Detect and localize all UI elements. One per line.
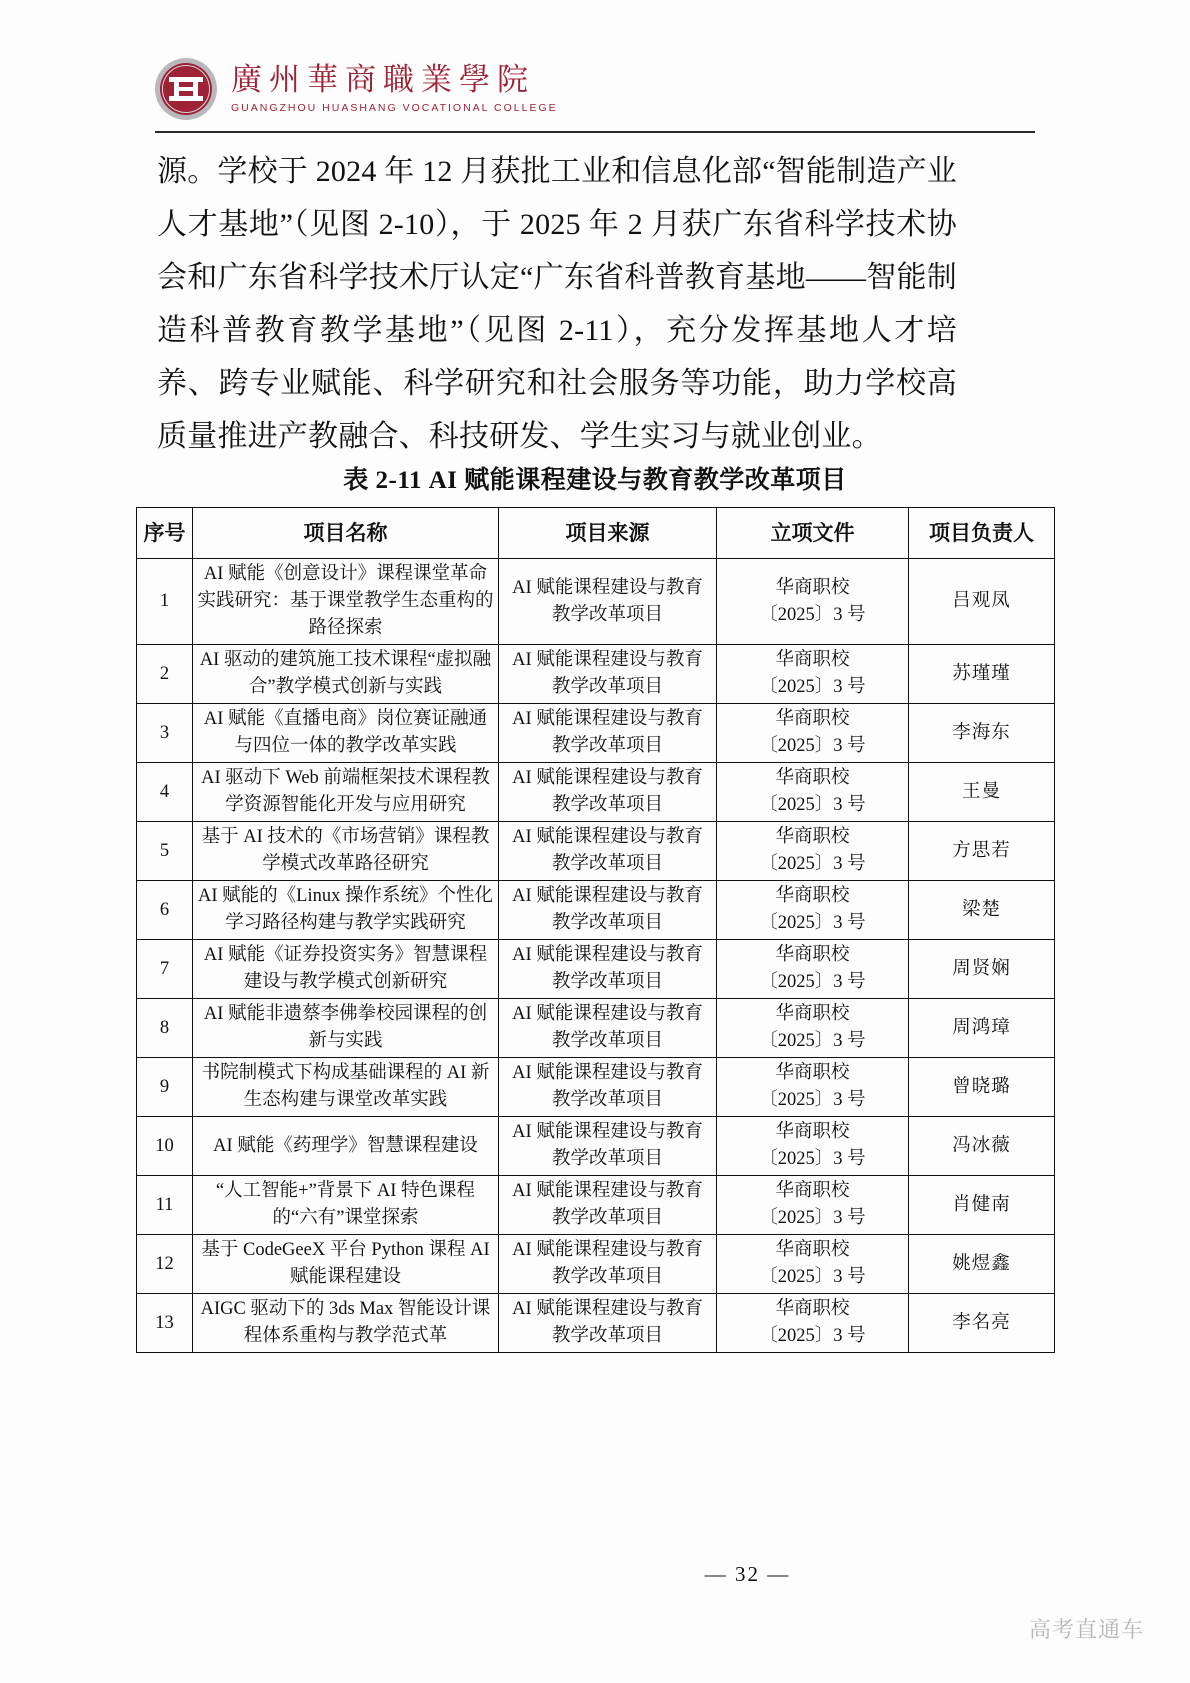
approval-doc-line2: 〔2025〕3 号	[759, 604, 866, 625]
cell-index: 10	[137, 1117, 193, 1176]
cell-approval-document	[717, 1117, 909, 1176]
approval-doc-line2: 〔2025〕3 号	[759, 677, 866, 697]
cell-project-name: AIGC 驱动下的 3ds Max 智能设计课程体系重构与教学范式革	[193, 1294, 499, 1353]
page-header	[155, 58, 1035, 136]
watermark: 高考直通车	[1028, 1617, 1144, 1642]
cell-approval-document	[717, 881, 909, 940]
approval-doc-line1: 华商职校	[775, 1181, 850, 1201]
cell-approval-document	[717, 940, 909, 999]
page-number-wrap	[0, 1562, 1190, 1587]
cell-approval-document	[717, 559, 909, 645]
cell-project-owner: 姚煜鑫	[909, 1235, 1055, 1294]
approval-doc-line1: 华商职校	[775, 945, 850, 965]
cell-project-name: 基于 AI 技术的《市场营销》课程教学模式改革路径研究	[193, 822, 499, 881]
page-number: — 32 —	[704, 1562, 791, 1586]
cell-project-name: 基于 CodeGeeX 平台 Python 课程 AI 赋能课程建设	[193, 1235, 499, 1294]
cell-project-name: AI 驱动的建筑施工技术课程“虚拟融合”教学模式创新与实践	[193, 645, 499, 704]
table-body	[137, 559, 1055, 1353]
cell-project-owner: 冯冰薇	[909, 1117, 1055, 1176]
approval-doc-line1: 华商职校	[775, 1004, 850, 1024]
header-divider	[155, 131, 1035, 133]
approval-doc-line1: 华商职校	[775, 650, 850, 670]
cell-project-name: AI 赋能《创意设计》课程课堂革命实践研究：基于课堂教学生态重构的路径探索	[193, 559, 499, 645]
cell-project-source: AI 赋能课程建设与教育教学改革项目	[499, 704, 717, 763]
approval-doc-line2: 〔2025〕3 号	[759, 1267, 866, 1287]
table-row	[137, 763, 1055, 822]
cell-index: 2	[137, 645, 193, 704]
cell-project-source: AI 赋能课程建设与教育教学改革项目	[499, 1117, 717, 1176]
table-row	[137, 1235, 1055, 1294]
cell-approval-document	[717, 1176, 909, 1235]
cell-project-source: AI 赋能课程建设与教育教学改革项目	[499, 1235, 717, 1294]
cell-project-source: AI 赋能课程建设与教育教学改革项目	[499, 1176, 717, 1235]
cell-project-owner: 周贤娴	[909, 940, 1055, 999]
table-header-row	[137, 508, 1055, 559]
cell-approval-document	[717, 763, 909, 822]
table-row	[137, 1176, 1055, 1235]
cell-project-owner: 李名亮	[909, 1294, 1055, 1353]
cell-project-name: AI 赋能《直播电商》岗位赛证融通与四位一体的教学改革实践	[193, 704, 499, 763]
col-header-index: 序号	[137, 508, 193, 559]
col-header-source: 项目来源	[499, 508, 717, 559]
cell-approval-document	[717, 645, 909, 704]
cell-project-source: AI 赋能课程建设与教育教学改革项目	[499, 1294, 717, 1353]
approval-doc-line2: 〔2025〕3 号	[759, 795, 866, 815]
approval-doc-line1: 华商职校	[775, 768, 850, 788]
cell-project-source: AI 赋能课程建设与教育教学改革项目	[499, 645, 717, 704]
approval-doc-line1: 华商职校	[775, 1240, 850, 1260]
cell-index: 4	[137, 763, 193, 822]
cell-project-source: AI 赋能课程建设与教育教学改革项目	[499, 822, 717, 881]
table-row	[137, 1058, 1055, 1117]
approval-doc-line2: 〔2025〕3 号	[759, 913, 866, 933]
table-row	[137, 1117, 1055, 1176]
table-row	[137, 559, 1055, 645]
college-name-block	[231, 64, 558, 114]
table-row	[137, 1294, 1055, 1353]
cell-project-source: AI 赋能课程建设与教育教学改革项目	[499, 559, 717, 645]
cell-index: 1	[137, 559, 193, 645]
approval-doc-line1: 华商职校	[775, 577, 850, 598]
col-header-name: 项目名称	[193, 508, 499, 559]
cell-project-name: AI 赋能非遗蔡李佛拳校园课程的创新与实践	[193, 999, 499, 1058]
cell-project-name: AI 赋能《证券投资实务》智慧课程建设与教学模式创新研究	[193, 940, 499, 999]
approval-doc-line2: 〔2025〕3 号	[759, 1031, 866, 1051]
cell-project-owner: 曾晓璐	[909, 1058, 1055, 1117]
college-name-en: GUANGZHOU HUASHANG VOCATIONAL COLLEGE	[231, 101, 558, 114]
cell-approval-document	[717, 1058, 909, 1117]
cell-project-name: AI 驱动下 Web 前端框架技术课程教学资源智能化开发与应用研究	[193, 763, 499, 822]
approval-doc-line2: 〔2025〕3 号	[759, 1090, 866, 1110]
cell-project-source: AI 赋能课程建设与教育教学改革项目	[499, 940, 717, 999]
cell-approval-document	[717, 1294, 909, 1353]
cell-index: 12	[137, 1235, 193, 1294]
approval-doc-line2: 〔2025〕3 号	[759, 1149, 866, 1169]
cell-approval-document	[717, 704, 909, 763]
table-row	[137, 881, 1055, 940]
cell-project-source: AI 赋能课程建设与教育教学改革项目	[499, 1058, 717, 1117]
cell-index: 6	[137, 881, 193, 940]
cell-approval-document	[717, 1235, 909, 1294]
approval-doc-line2: 〔2025〕3 号	[759, 1326, 866, 1346]
cell-project-owner: 方思若	[909, 822, 1055, 881]
cell-index: 11	[137, 1176, 193, 1235]
cell-project-owner: 肖健南	[909, 1176, 1055, 1235]
table-row	[137, 940, 1055, 999]
approval-doc-line1: 华商职校	[775, 886, 850, 906]
cell-project-name: 书院制模式下构成基础课程的 AI 新生态构建与课堂改革实践	[193, 1058, 499, 1117]
cell-project-owner: 李海东	[909, 704, 1055, 763]
cell-project-owner: 王曼	[909, 763, 1055, 822]
approval-doc-line1: 华商职校	[775, 827, 850, 847]
college-seal-icon	[155, 58, 217, 120]
cell-index: 9	[137, 1058, 193, 1117]
approval-doc-line2: 〔2025〕3 号	[759, 854, 866, 874]
cell-project-name: “人工智能+”背景下 AI 特色课程的“六有”课堂探索	[193, 1176, 499, 1235]
college-logo	[155, 58, 1035, 120]
cell-project-name: AI 赋能的《Linux 操作系统》个性化学习路径构建与教学实践研究	[193, 881, 499, 940]
cell-project-owner: 周鸿璋	[909, 999, 1055, 1058]
cell-project-owner: 吕观凤	[909, 559, 1055, 645]
cell-index: 8	[137, 999, 193, 1058]
approval-doc-line2: 〔2025〕3 号	[759, 1208, 866, 1228]
table-row	[137, 822, 1055, 881]
table-row	[137, 999, 1055, 1058]
approval-doc-line2: 〔2025〕3 号	[759, 736, 866, 756]
cell-index: 13	[137, 1294, 193, 1353]
body-paragraph-block	[157, 145, 957, 463]
approval-doc-line1: 华商职校	[775, 1122, 850, 1142]
approval-doc-line1: 华商职校	[775, 1299, 850, 1319]
cell-index: 5	[137, 822, 193, 881]
cell-project-source: AI 赋能课程建设与教育教学改革项目	[499, 881, 717, 940]
college-name-cn: 廣州華商職業學院	[231, 62, 535, 98]
cell-project-source: AI 赋能课程建设与教育教学改革项目	[499, 999, 717, 1058]
approval-doc-line1: 华商职校	[775, 1063, 850, 1083]
table-row	[137, 645, 1055, 704]
cell-project-owner: 梁楚	[909, 881, 1055, 940]
body-paragraph: 源。学校于 2024 年 12 月获批工业和信息化部“智能制造产业人才基地”（见图 2-10），于 2025 年 2 月获广东省科学技术协会和广东省科学技术厅认定“广东省科普教育基地——智能制造科普教育教学基地”（见图 2-11），充分发挥基地人才培养、跨专业赋能、科学研究和社会服务等功能，助力学校高质量推进产教融合、科技研发、学生实习与就业创业。	[157, 155, 957, 453]
cell-approval-document	[717, 999, 909, 1058]
col-header-owner: 项目负责人	[909, 508, 1055, 559]
table-caption: 表 2-11 AI 赋能课程建设与教育教学改革项目	[343, 467, 847, 494]
cell-project-name: AI 赋能《药理学》智慧课程建设	[193, 1117, 499, 1176]
approval-doc-line1: 华商职校	[775, 709, 850, 729]
cell-index: 3	[137, 704, 193, 763]
table-row	[137, 704, 1055, 763]
approval-doc-line2: 〔2025〕3 号	[759, 972, 866, 992]
project-table	[136, 507, 1055, 1353]
cell-approval-document	[717, 822, 909, 881]
cell-project-owner: 苏瑾瑾	[909, 645, 1055, 704]
project-table-wrapper	[136, 507, 1054, 1353]
col-header-doc: 立项文件	[717, 508, 909, 559]
cell-index: 7	[137, 940, 193, 999]
cell-project-source: AI 赋能课程建设与教育教学改革项目	[499, 763, 717, 822]
